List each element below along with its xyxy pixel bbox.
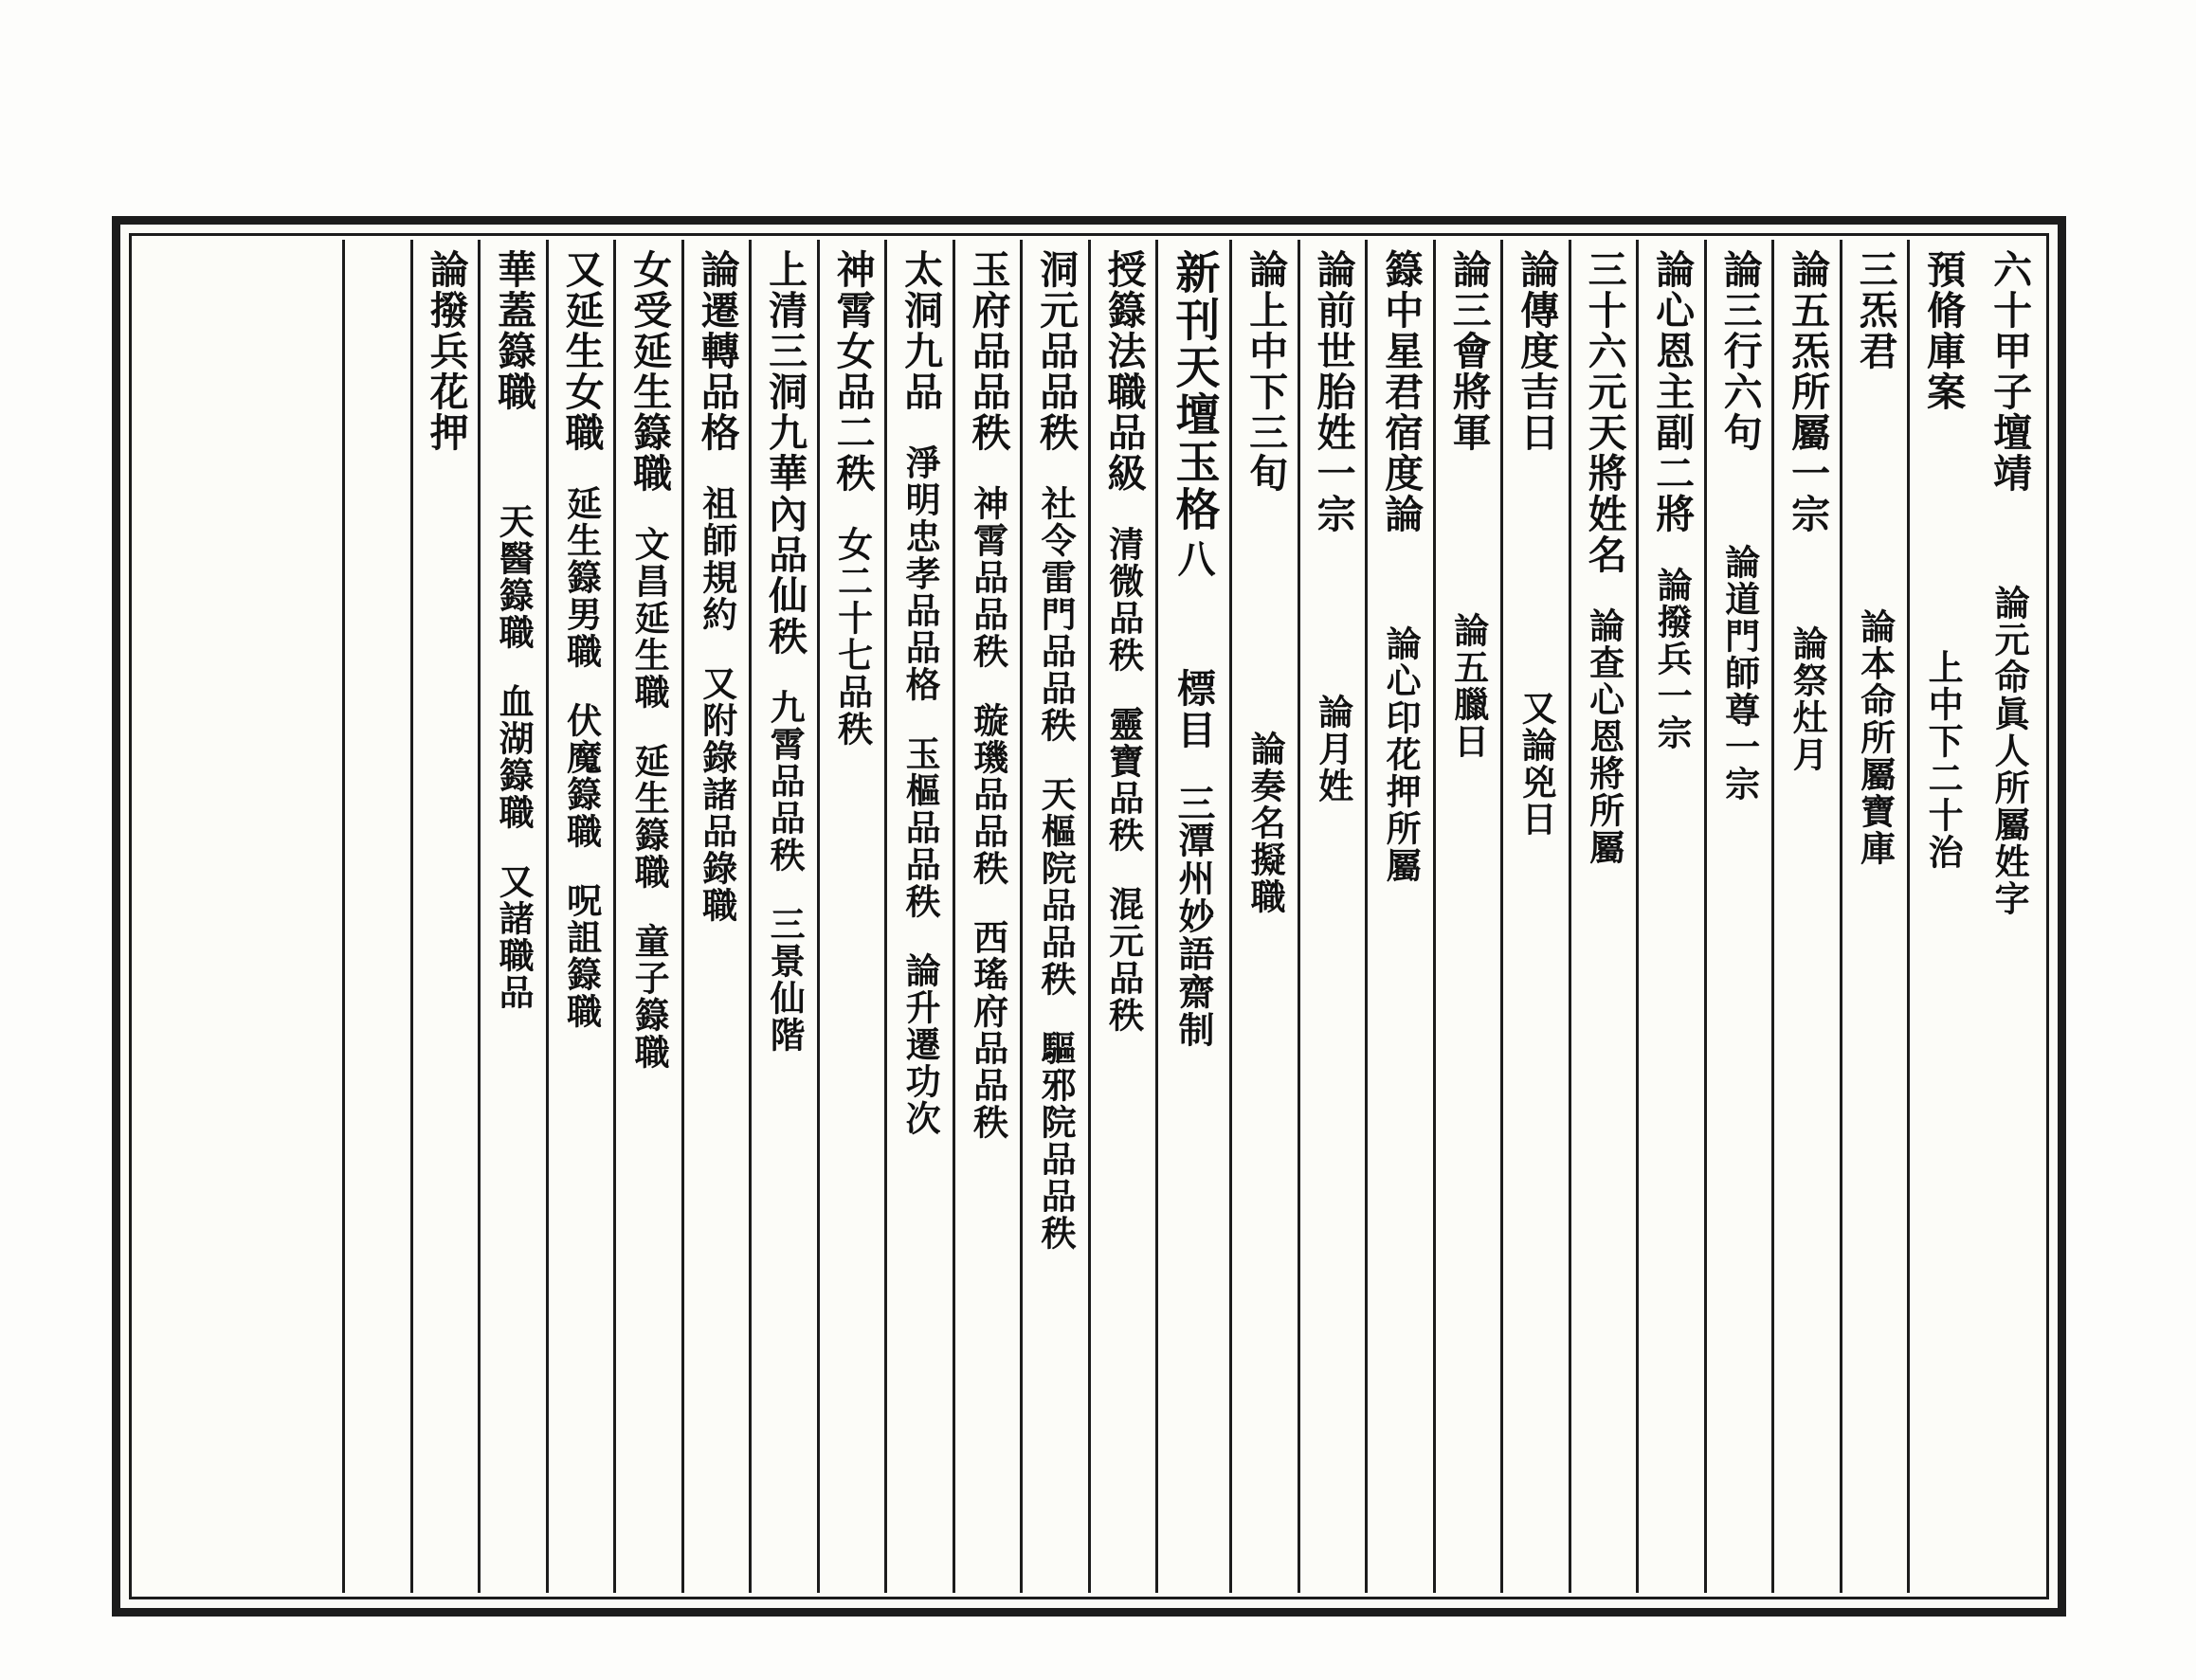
column-head: 論遷轉品格: [694, 249, 740, 453]
column-entry: [1298, 240, 1366, 1593]
column-sub: 天樞院品品秩: [1035, 776, 1078, 998]
column-head: 神霄女品二秩: [829, 249, 876, 494]
column-head: 授籙法職品級: [1100, 249, 1147, 494]
column-entry: [1433, 240, 1501, 1593]
column-head: 籙中星君宿度論: [1378, 249, 1425, 534]
column-sub: 祖師規約: [696, 485, 738, 633]
column-sub: 淨明忠孝品品格: [899, 444, 942, 703]
column-head: 洞元品品秩: [1033, 249, 1080, 453]
column-sub: 西瑤府品品秩: [967, 919, 1009, 1141]
column-sub: 論祭灶月: [1787, 625, 1829, 773]
column-sub: 天醫籙職: [493, 503, 535, 651]
column-entry: [410, 240, 479, 1593]
blank-column: [342, 240, 410, 1593]
column-entry: [1020, 240, 1088, 1593]
column-sub: 論月姓: [1312, 694, 1354, 804]
column-sub: 論本命所屬寶庫: [1854, 608, 1897, 867]
column-sub: 三景仙階: [764, 906, 807, 1054]
column-head: 上清三洞九華內品仙秩: [762, 249, 808, 657]
column-sub: 九霄品品秩: [764, 689, 807, 874]
column-sub: 又附錄諸品錄職: [696, 665, 738, 924]
column-entry: [613, 240, 681, 1593]
column-entry: [1569, 240, 1637, 1593]
column-entry: [817, 240, 885, 1593]
column-entry: [953, 240, 1021, 1593]
column-sub: 論升遷功次: [899, 952, 942, 1137]
column-entry: [1840, 240, 1908, 1593]
column-sub: 女二十七品秩: [831, 526, 874, 748]
column-head: 論前世胎姓一宗: [1310, 249, 1356, 534]
column-sub: 混元品秩: [1102, 886, 1145, 1034]
column-head: 論三行六句: [1716, 249, 1763, 453]
column-entry: [1500, 240, 1569, 1593]
column-entry: [546, 240, 614, 1593]
column-entry: [884, 240, 953, 1593]
column-sub: 論查心恩將所屬: [1583, 607, 1625, 866]
column-head: 論心恩主副二將: [1649, 249, 1696, 534]
column-head: 玉府品品秩: [965, 249, 1011, 453]
column-head: 三十六元天將姓名: [1581, 249, 1627, 575]
column-sub: 清微品秩: [1102, 526, 1145, 674]
column-head: 三炁君: [1852, 249, 1898, 371]
column-sub: 文昌延生職: [628, 526, 671, 711]
column-head: 論三會將軍: [1445, 249, 1492, 453]
column-sub: 延生籙男職: [560, 485, 603, 670]
column-sub: 伏魔籙職: [560, 702, 603, 850]
column-sub: 論道門師尊一宗: [1718, 544, 1761, 803]
section-mark: 三: [1171, 784, 1216, 822]
column-sub: 璇璣品品秩: [967, 702, 1009, 887]
column-sub: 神霄品品秩: [967, 485, 1009, 670]
column-head: 論上中下三旬: [1243, 249, 1289, 494]
column-head: 論撥兵花押: [423, 249, 469, 453]
column-entry: [1365, 240, 1433, 1593]
column-sub: 又論兇日: [1515, 690, 1558, 838]
column-sub: 靈寶品秩: [1102, 706, 1145, 854]
column-entry: [1229, 240, 1298, 1593]
column-head: 預脩庫案: [1920, 249, 1967, 412]
text-columns: [136, 240, 2042, 1593]
column-sub: 童子籙職: [628, 923, 671, 1071]
column-sub: 玉樞品品秩: [899, 735, 942, 920]
column-sub: 論奏名擬職: [1244, 731, 1287, 915]
volume-mark: 八: [1171, 539, 1216, 577]
publisher-imprint: 潭州妙語齋制: [1172, 822, 1215, 1049]
column-sub: 論撥兵一宗: [1651, 567, 1694, 751]
column-entry: [1088, 240, 1156, 1593]
column-head: 華蓋籙職: [491, 249, 537, 412]
column-entry: [478, 240, 546, 1593]
column-head: 又延生女職: [558, 249, 605, 453]
column-entry: [1907, 240, 1975, 1593]
column-entry: [1704, 240, 1772, 1593]
column-head: 女受延生籙職: [626, 249, 673, 494]
column-sub: 上中下二十治: [1922, 649, 1965, 871]
column-head: 論傳度吉日: [1514, 249, 1560, 453]
document-title: 新刊天壇玉格: [1168, 249, 1221, 533]
page-border-outer: [112, 216, 2066, 1617]
column-sub: 社令雷門品品秩: [1035, 485, 1078, 744]
section-heading: 標目: [1171, 668, 1216, 751]
column-entry: [749, 240, 817, 1593]
column-entry: [1636, 240, 1704, 1593]
column-head: 論五炁所屬一宗: [1785, 249, 1831, 534]
column-sub: 論元命眞人所屬姓字: [1988, 585, 2031, 917]
column-sub: 論五臘日: [1447, 612, 1490, 760]
column-sub: 呪詛籙職: [560, 882, 603, 1030]
column-entry: [681, 240, 750, 1593]
column-head: 太洞九品: [898, 249, 944, 412]
title-column: [1155, 240, 1229, 1593]
page-border-inner: [129, 233, 2049, 1599]
column-entry: [1771, 240, 1840, 1593]
column-entry: [1975, 240, 2043, 1593]
column-sub: 論心印花押所屬: [1380, 625, 1423, 884]
column-head: 六十甲子壇靖: [1987, 249, 2033, 494]
column-sub: 又諸職品: [493, 863, 535, 1011]
column-sub: 血湖籙職: [493, 683, 535, 831]
column-sub: 驅邪院品品秩: [1035, 1030, 1078, 1252]
column-sub: 延生籙職: [628, 743, 671, 891]
